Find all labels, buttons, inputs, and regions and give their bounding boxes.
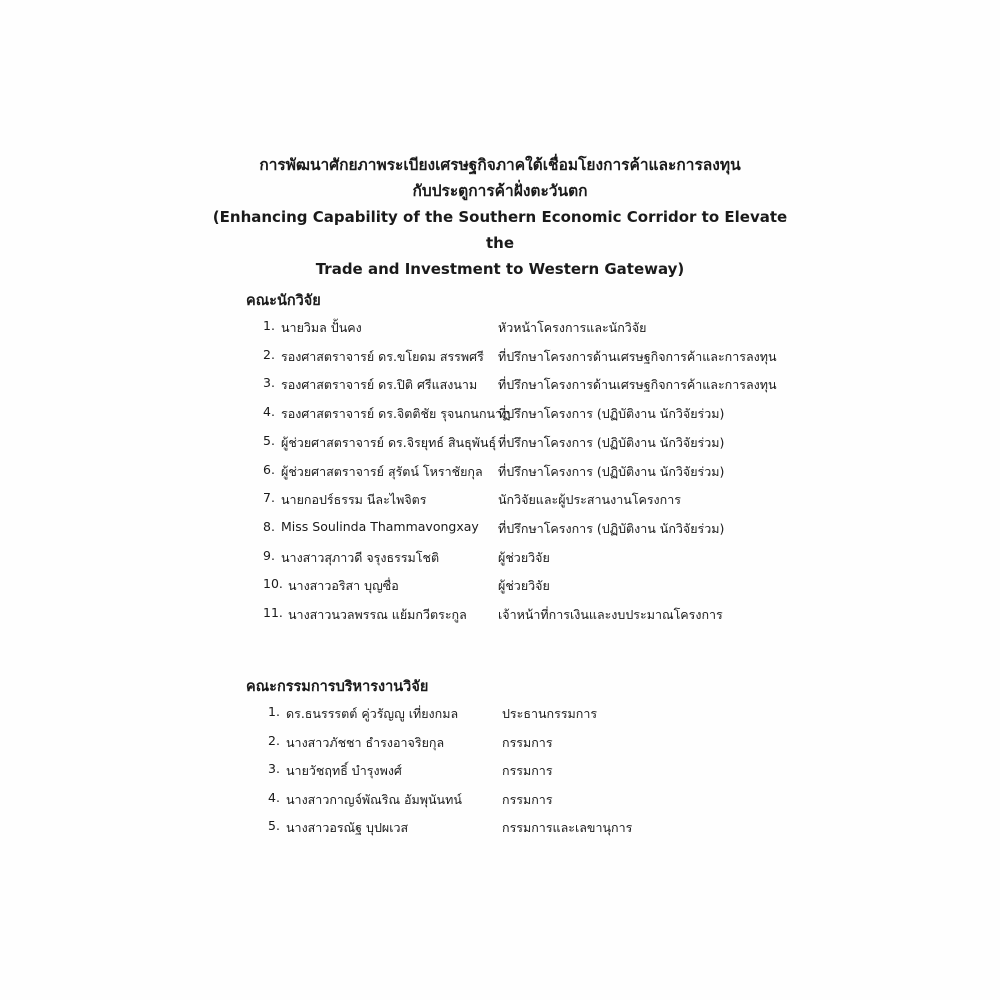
item-number: 2. xyxy=(263,346,275,362)
item-number: 7. xyxy=(263,490,275,506)
researchers-heading: คณะนักวิจัย xyxy=(246,293,321,309)
member-role: ผู้ช่วยวิจัย xyxy=(498,578,550,594)
committee-row xyxy=(268,733,980,755)
member-name: รองศาสตราจารย์ ดร.ปิติ ศรีแสงนาม xyxy=(281,377,478,393)
member-name: นางสาวสุภาวดี จรุงธรรมโชติ xyxy=(281,549,440,565)
item-number: 4. xyxy=(263,404,275,420)
member-name: รองศาสตราจารย์ ดร.จิตติชัย รุจนกนกนาฏ xyxy=(281,406,511,422)
member-role: ที่ปรึกษาโครงการ (ปฏิบัติงาน นักวิจัยร่วม) xyxy=(498,520,725,536)
member-role: หัวหน้าโครงการและนักวิจัย xyxy=(498,320,647,335)
member-name: นางสาวนวลพรรณ แย้มกวีตระกูล xyxy=(288,607,467,622)
member-name: นายกอปร์ธรรม นีละไพจิตร xyxy=(281,492,427,508)
document-title xyxy=(200,152,800,282)
item-number: 5. xyxy=(268,818,280,834)
member-name: นางสาวภัชชา ธำรงอาจริยกุล xyxy=(286,734,445,750)
member-role: ที่ปรึกษาโครงการด้านเศรษฐกิจการค้าและการลงทุน xyxy=(498,377,777,393)
member-name: นายวัชฤทธิ์ บำรุงพงศ์ xyxy=(286,763,402,779)
member-role: ที่ปรึกษาโครงการ (ปฏิบัติงาน นักวิจัยร่วม) xyxy=(498,434,725,450)
researchers-row xyxy=(263,605,980,627)
committee-row xyxy=(268,761,980,783)
title-line-thai-2: กับประตูการค้าฝั่งตะวันตก xyxy=(412,182,588,200)
item-number: 1. xyxy=(268,704,280,719)
member-name: ผู้ช่วยศาสตราจารย์ ดร.จิรยุทธ์ สินธุพันธุ์ xyxy=(281,434,497,450)
researchers-row xyxy=(263,548,980,570)
item-number: 2. xyxy=(268,732,280,748)
item-number: 4. xyxy=(268,789,280,805)
member-name: ผู้ช่วยศาสตราจารย์ สุรัตน์ โหราชัยกุล xyxy=(281,463,483,479)
member-name: รองศาสตราจารย์ ดร.ขโยดม สรรพศรี xyxy=(281,348,484,364)
researchers-row xyxy=(263,375,980,397)
committee-row xyxy=(268,704,980,726)
item-number: 8. xyxy=(263,518,275,534)
item-number: 10. xyxy=(263,576,283,592)
researchers-row xyxy=(263,318,980,340)
item-number: 11. xyxy=(263,605,283,620)
researchers-row xyxy=(263,462,980,484)
member-role: กรรมการ xyxy=(502,734,553,750)
member-role: ผู้ช่วยวิจัย xyxy=(498,549,550,565)
member-role: กรรมการ xyxy=(502,763,553,779)
researchers-row xyxy=(263,404,980,426)
item-number: 1. xyxy=(263,318,275,333)
member-role: ประธานกรรมการ xyxy=(502,706,598,721)
researchers-row xyxy=(263,519,980,541)
member-role: กรรมการและเลขานุการ xyxy=(502,820,633,836)
member-name: นางสาวอริสา บุญซื่อ xyxy=(288,578,399,594)
item-number: 3. xyxy=(263,375,275,391)
member-role: เจ้าหน้าที่การเงินและงบประมาณโครงการ xyxy=(498,607,723,622)
title-line-thai-1: การพัฒนาศักยภาพระเบียงเศรษฐกิจภาคใต้เชื่อมโยงการค้าและการลงทุน xyxy=(259,156,741,174)
researchers-row xyxy=(263,490,980,512)
member-role: ที่ปรึกษาโครงการด้านเศรษฐกิจการค้าและการลงทุน xyxy=(498,348,777,364)
member-name: Miss Soulinda Thammavongxay xyxy=(281,518,479,534)
title-line-english-1: (Enhancing Capability of the Southern Economic Corridor to Elevate the xyxy=(212,208,788,252)
member-role: นักวิจัยและผู้ประสานงานโครงการ xyxy=(498,492,681,508)
researchers-row xyxy=(263,433,980,455)
member-role: ที่ปรึกษาโครงการ (ปฏิบัติงาน นักวิจัยร่วม) xyxy=(498,406,725,422)
member-role: กรรมการ xyxy=(502,791,553,807)
member-role: ที่ปรึกษาโครงการ (ปฏิบัติงาน นักวิจัยร่วม) xyxy=(498,463,725,479)
member-name: นางสาวอรณัฐ บุปผเวส xyxy=(286,820,409,836)
title-line-english-2: Trade and Investment to Western Gateway) xyxy=(315,260,685,278)
researchers-row xyxy=(263,347,980,369)
item-number: 3. xyxy=(268,761,280,777)
item-number: 6. xyxy=(263,461,275,477)
item-number: 5. xyxy=(263,432,275,448)
committee-row xyxy=(268,790,980,812)
member-name: นายวิมล ปั้นคง xyxy=(281,320,362,335)
researchers-row xyxy=(263,576,980,598)
item-number: 9. xyxy=(263,547,275,563)
committee-heading: คณะกรรมการบริหารงานวิจัย xyxy=(246,679,429,695)
member-name: นางสาวกาญจ์พัณริณ อัมพุนันทน์ xyxy=(286,791,462,807)
committee-row xyxy=(268,818,980,840)
member-name: ดร.ธนรรรตต์ คู่วรัญญู เที่ยงกมล xyxy=(286,706,459,721)
